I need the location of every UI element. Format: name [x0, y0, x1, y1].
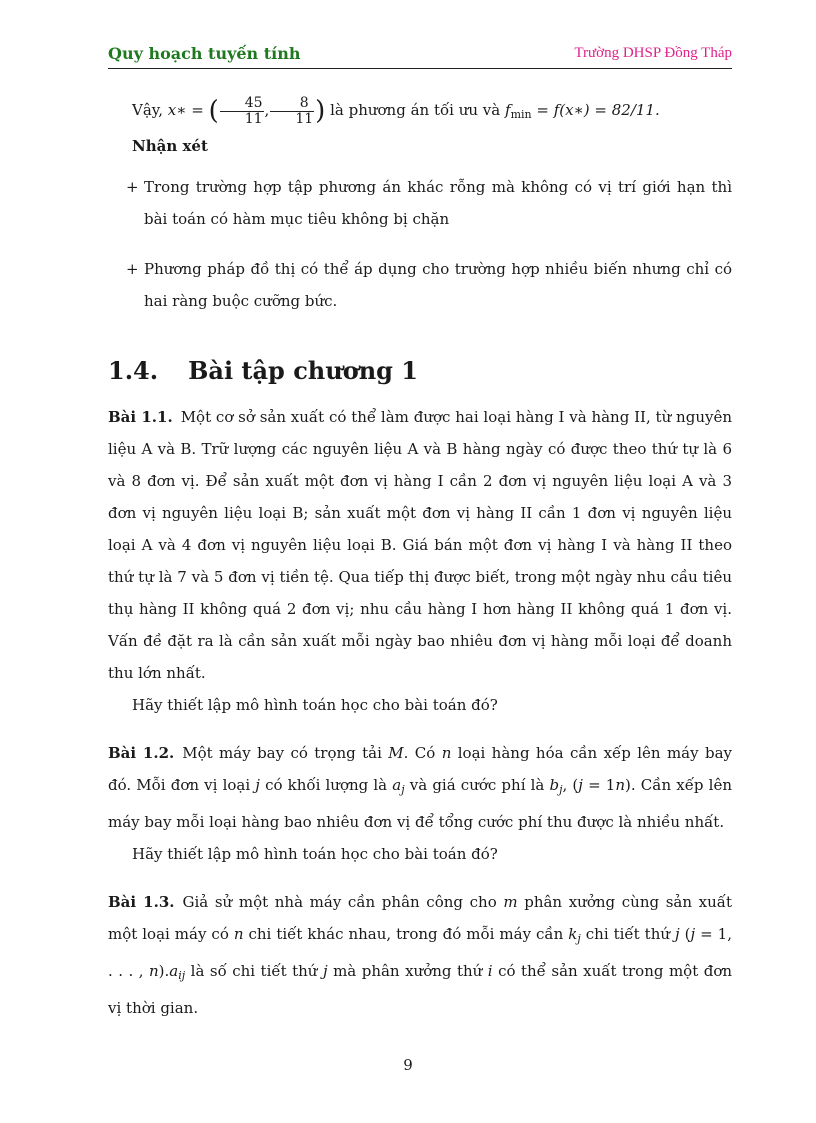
bullet-mark: +	[126, 260, 139, 278]
x-star: x∗ =	[167, 101, 209, 119]
text-run: có thể sản xuất trong một đơn vị thời gian.	[108, 962, 733, 1017]
frac1-num: 45	[220, 96, 264, 112]
math-var: n	[441, 744, 452, 762]
math-var: b	[549, 776, 560, 794]
text-run: ).	[158, 962, 170, 980]
bullet-text: Phương pháp đồ thị có thể áp dụng cho trường hợp nhiều biến nhưng chỉ có hai ràng buộc cưỡng bức.	[144, 260, 732, 310]
text-run: = 1	[582, 776, 616, 794]
exercise-body: Một cơ sở sản xuất có thể làm được hai loại hàng I và hàng II, từ nguyên liệu A và B. Trữ lượng các nguyên liệu A và B hàng ngày có được theo thứ tự là 6 và 8 đơn vị. Để sản xuất một đơn vị hàng I cần 2 đơn vị nguyên liệu loại A và 3 đơn vị nguyên liệu loại B; sản xuất một đơn vị hàng II cần 1 đơn vị nguyên liệu loại A và 4 đơn vị nguyên liệu loại B. Giá bán một đơn vị hàng I và hàng II theo thứ tự là 7 và 5 đơn vị tiền tệ. Qua tiếp thị được biết, trong một ngày nhu cầu tiêu thụ hàng II không quá 2 đơn vị; nhu cầu hàng I hơn hàng II không quá 1 đơn vị. Vấn đề đặt ra là cần sản xuất mỗi ngày bao nhiêu đơn vị hàng mỗi loại để doanh thu lớn nhất.	[108, 408, 732, 682]
conclusion-rest: = f(x∗) = 82/11.	[531, 101, 660, 119]
exercise-label: Bài 1.2.	[108, 744, 175, 762]
list-item	[108, 253, 732, 317]
text-run: . Có	[403, 744, 442, 762]
list-item	[108, 171, 732, 235]
page-body	[108, 90, 732, 1024]
text-run: Giả sử một nhà máy cần phân công cho	[182, 893, 504, 911]
section-number: 1.4.	[108, 356, 159, 385]
exercise-question: Hãy thiết lập mô hình toán học cho bài toán đó?	[132, 696, 498, 714]
exercise-text	[108, 886, 732, 1024]
close-paren: )	[315, 96, 326, 126]
math-var: k	[568, 925, 578, 943]
conclusion-line: Vậy, x∗ = ( $\frac{45}{11}$ , $\frac{8}{11}$ ) là phương án tối ưu và $f_{min}$ = f(x∗) = 82/11.	[132, 94, 660, 127]
bullet-text: Trong trường hợp tập phương án khác rỗng mà không có vị trí giới hạn thì bài toán có hàm mục tiêu không bị chặn	[144, 178, 732, 228]
math-var: j	[322, 962, 328, 980]
math-var: n	[233, 925, 244, 943]
exercise-1-3	[108, 886, 732, 1024]
exercise-question: Hãy thiết lập mô hình toán học cho bài toán đó?	[132, 845, 498, 863]
math-subscript: ij	[178, 969, 186, 982]
math-var: a	[392, 776, 402, 794]
frac1-den: 11	[244, 110, 263, 127]
remark-list	[108, 171, 732, 317]
fraction-2	[270, 96, 314, 127]
math-var: a	[169, 962, 179, 980]
text-run: chi tiết khác nhau, trong đó mỗi máy cần	[243, 925, 569, 943]
section-title: Bài tập chương 1	[188, 356, 418, 385]
remark-title: Nhận xét	[132, 137, 208, 155]
text-run: có khối lượng là	[259, 776, 393, 794]
math-var: n	[148, 962, 159, 980]
math-var: i	[487, 962, 493, 980]
math-subscript: j	[577, 932, 581, 945]
fraction-1	[220, 96, 264, 127]
math-var: j	[675, 925, 680, 943]
section-heading	[108, 355, 732, 387]
text-run: , (	[562, 776, 579, 794]
exercise-label: Bài 1.3.	[108, 893, 175, 911]
text-run: loại hàng hóa cần xếp lên máy bay đó. Mỗi đơn vị loại	[108, 744, 732, 794]
text-run: ). Cần xếp lên máy bay mỗi loại hàng bao nhiêu đơn vị để tổng cước phí thu được là nhiều nhất.	[108, 776, 732, 831]
exercise-1-1	[108, 401, 732, 721]
math-var: j	[578, 776, 583, 794]
text-run: phân xưởng cùng sản xuất một loại máy có	[108, 893, 732, 943]
text-run: và giá cước phí là	[404, 776, 550, 794]
exercise-1-2	[108, 737, 732, 870]
math-subscript: j	[401, 783, 405, 796]
text-run: (	[679, 925, 691, 943]
text-run: mà phân xưởng thứ	[327, 962, 488, 980]
math-subscript: j	[559, 783, 563, 796]
exercise-text	[108, 737, 732, 838]
page-header	[108, 42, 732, 69]
exercise-text	[108, 401, 732, 689]
math-var: M	[388, 744, 404, 762]
header-institution: Trường DHSP Đồng Tháp	[574, 45, 732, 61]
header-course-title: Quy hoạch tuyến tính	[108, 44, 301, 63]
math-var: n	[615, 776, 626, 794]
frac2-num: 8	[270, 96, 314, 112]
open-paren: (	[208, 96, 219, 126]
text-run: là số chi tiết thứ	[185, 962, 323, 980]
conclusion-middle: là phương án tối ưu và	[325, 101, 505, 119]
f-min-subscript: min	[510, 108, 532, 121]
text-run: Một máy bay có trọng tải	[182, 744, 389, 762]
conclusion-prefix: Vậy,	[132, 101, 168, 119]
text-run: = 1, . . . ,	[108, 925, 732, 980]
math-var: m	[503, 893, 518, 911]
exercise-label: Bài 1.1.	[108, 408, 173, 426]
math-var: j	[690, 925, 696, 943]
page-number: 9	[403, 1056, 413, 1074]
math-var: j	[255, 776, 260, 794]
frac2-den: 11	[295, 110, 314, 127]
text-run: chi tiết thứ	[580, 925, 675, 943]
f-symbol: f	[505, 101, 511, 119]
bullet-mark: +	[126, 178, 139, 196]
